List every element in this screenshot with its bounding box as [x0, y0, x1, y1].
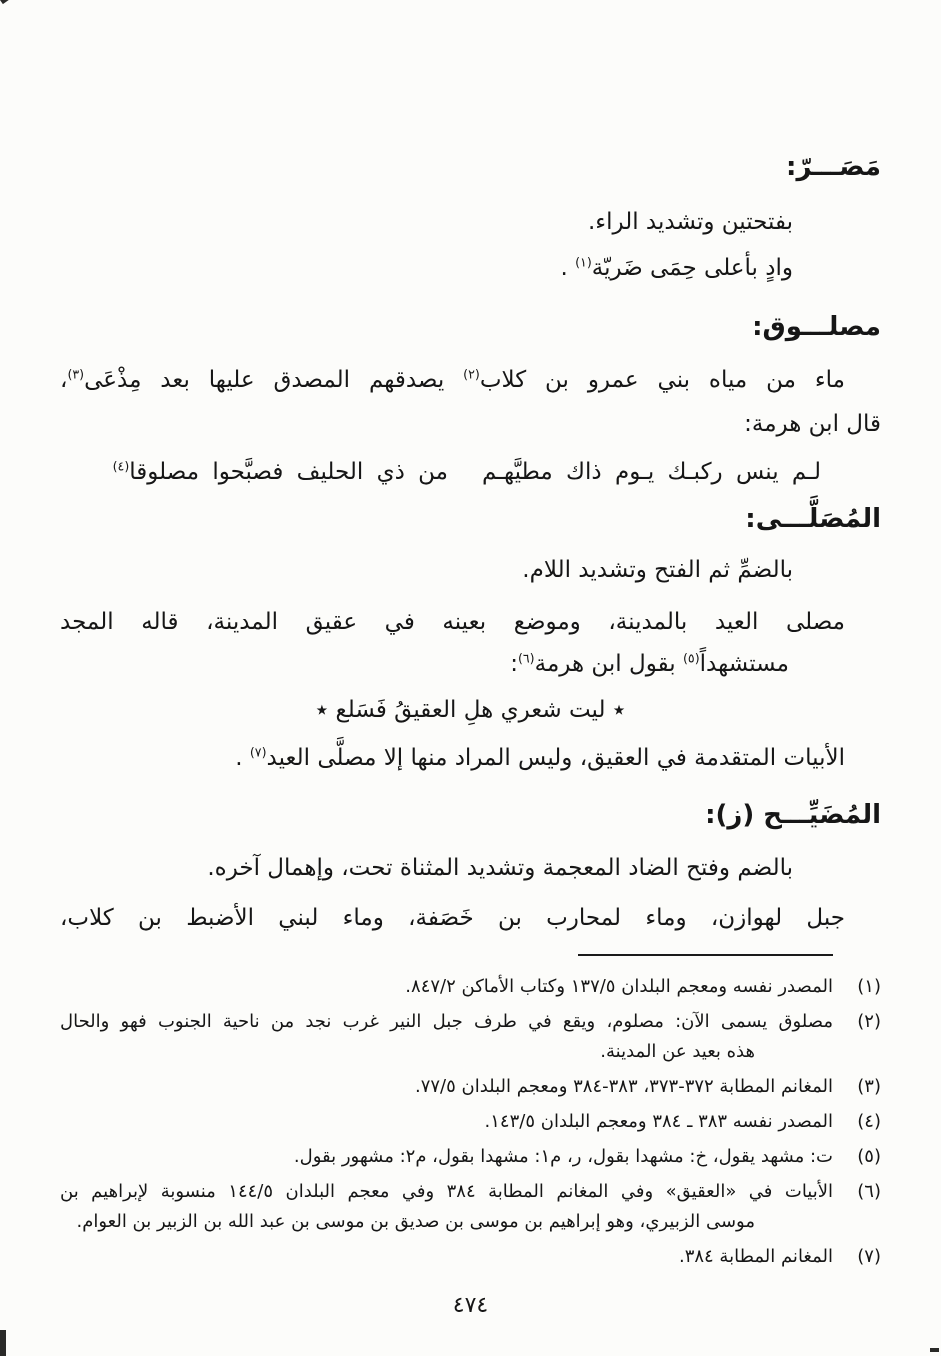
footnote-number: (١)	[857, 976, 881, 997]
footnote-line: المغانم المطابة ٣٨٤.	[678, 1246, 833, 1267]
scan-artifact-bottom-right	[930, 1348, 939, 1352]
entry-headword: المُضَيِّـــح (ز):	[705, 800, 881, 830]
footnote-text	[60, 1007, 833, 1067]
footnote-text	[60, 1107, 833, 1137]
footnote-text	[60, 1072, 833, 1102]
footnote-line: هذه بعيد عن المدينة.	[600, 1041, 755, 1062]
poetry-line	[60, 454, 881, 490]
footnote-marker: (١)	[575, 254, 592, 270]
footnote-item	[60, 1142, 881, 1172]
entry-gloss-line: وادٍ بأعلى حِمَى ضَريّة$^{(١)}$ .	[560, 254, 793, 281]
footnote-marker: (٣)	[67, 366, 85, 382]
verse-hemistich: من ذي الحليف فصبَّحوا مصلوقا$^{(٤)}$	[112, 458, 448, 485]
entry-gloss-line: بالضم وفتح الضاد المعجمة وتشديد المثناة تحت، وإهمال آخره.	[207, 855, 793, 881]
footnote-marker: (٥)	[682, 650, 700, 666]
entry-text-line: قال ابن هرمة:	[744, 411, 881, 437]
entry-gloss-line: بفتحتين وتشديد الراء.	[587, 209, 793, 235]
footnote-text	[60, 1177, 833, 1237]
footnote-line: المصدر نفسه ومعجم البلدان ١٣٧/٥ وكتاب الأماكن ٨٤٧/٢.	[405, 976, 833, 997]
footnote-text	[60, 1142, 833, 1172]
footnote-line: ت: مشهد يقول، خ: مشهدا بقول، ر، م١: مشهدا بقول، م٢: مشهور بقول.	[293, 1146, 833, 1167]
footnote-number: (٧)	[857, 1246, 881, 1267]
footnote-marker: (٧)	[249, 744, 267, 760]
entry-headword: مَصَـــرّ:	[786, 152, 881, 182]
footnote-number: (٦)	[857, 1181, 881, 1202]
page-number: ٤٧٤	[452, 1293, 489, 1318]
poetry-line-centered: ٭ ليت شعري هلِ العقيقُ فَسَلع ٭	[315, 697, 626, 723]
entry-text-line: مصلى العيد بالمدينة، وموضع بعينه في عقيق المدينة، قاله المجد	[60, 609, 845, 635]
footnote-line: موسى الزبيري، وهو إبراهيم بن موسى بن صديق بن موسى بن عبد الله بن الزبير بن العوام.	[76, 1211, 755, 1232]
footnote-item	[60, 1007, 881, 1067]
footnotes-section	[60, 972, 881, 1272]
scan-artifact-top-left	[0, 0, 14, 4]
footnote-item	[60, 1177, 881, 1237]
footnote-text	[60, 1242, 833, 1272]
footnote-number: (٢)	[857, 1011, 881, 1032]
footnote-marker: (٦)	[517, 650, 535, 666]
footnote-line: المصدر نفسه ٣٨٣ ـ ٣٨٤ ومعجم البلدان ١٤٣/٥.	[484, 1111, 833, 1132]
footnote-number: (٣)	[857, 1076, 881, 1097]
scan-artifact-bottom-left	[0, 1330, 6, 1356]
entry-text-line: الأبيات المتقدمة في العقيق، وليس المراد منها إلا مصلَّى العيد$^{(٧)}$ .	[235, 744, 845, 771]
footnote-number: (٥)	[857, 1146, 881, 1167]
footnote-item	[60, 972, 881, 1002]
footnote-line: الأبيات في «العقيق» وفي المغانم المطابة ٣٨٤ وفي معجم البلدان ١٤٤/٥ منسوبة لإبراهيم بن	[60, 1181, 834, 1202]
footnote-text	[60, 972, 833, 1002]
entry-headword: مصلـــوق:	[752, 312, 881, 342]
footnote-separator-rule	[578, 954, 833, 956]
entry-text-line: ماء من مياه بني عمرو بن كلاب$^{(٢)}$ يصدقهم المصدق عليها بعد مِذْعَى$^{(٣)}$،	[60, 366, 845, 393]
entry-gloss-line: بالضمِّ ثم الفتح وتشديد اللام.	[522, 557, 793, 583]
verse-hemistich: لـم ينس ركبـك يـوم ذاك مطيَّهـم	[481, 459, 821, 485]
footnote-line: مصلوق يسمى الآن: مصلوم، ويقع في طرف جبل النير غرب نجد من ناحية الجنوب فهو والحال	[60, 1011, 833, 1032]
footnote-item	[60, 1072, 881, 1102]
footnote-number: (٤)	[857, 1111, 881, 1132]
footnote-item	[60, 1107, 881, 1137]
footnote-marker: (٤)	[112, 458, 130, 474]
footnote-marker: (٢)	[463, 366, 480, 382]
footnote-item	[60, 1242, 881, 1272]
entry-text-line: مستشهداً$^{(٥)}$ بقول ابن هرمة$^{(٦)}$:	[510, 650, 789, 677]
footnote-line: المغانم المطابة ٣٧٢-٣٧٣، ٣٨٣-٣٨٤ ومعجم البلدان ٧٧/٥.	[414, 1076, 833, 1097]
entry-text-line: جبل لهوازن، وماء لمحارب بن خَصَفة، وماء لبني الأضبط بن كلاب،	[60, 905, 845, 931]
entries-section	[60, 148, 881, 936]
entry-headword: المُصَلَّـــى:	[745, 504, 881, 534]
